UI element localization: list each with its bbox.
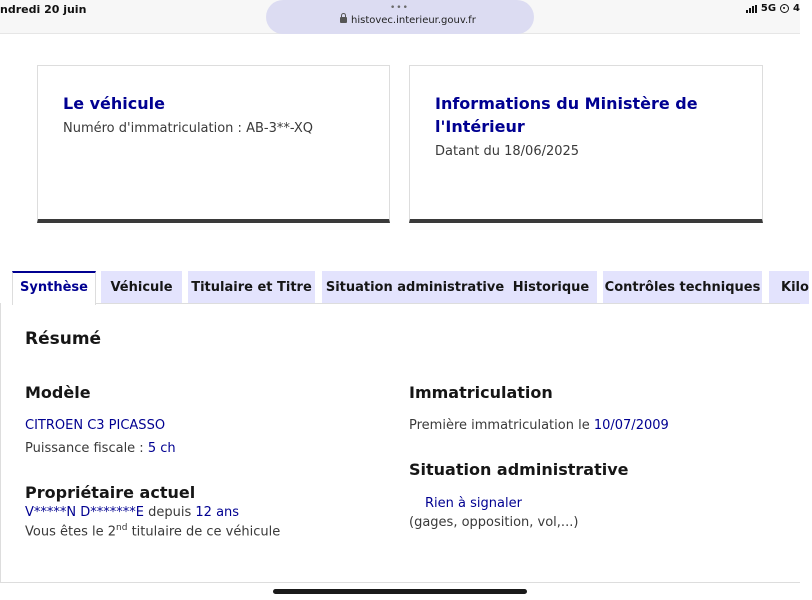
model-name: CITROEN C3 PICASSO (25, 418, 166, 433)
ministry-card (409, 65, 763, 223)
owner-line (25, 505, 239, 520)
holder-rank-sup: nd (116, 523, 128, 533)
owner-since-label: depuis (148, 505, 192, 520)
model-heading: Modèle (25, 383, 91, 402)
owner-since-value: 12 ans (195, 505, 240, 520)
registration-heading: Immatriculation (409, 383, 553, 402)
holder-rank: 2 (107, 524, 117, 540)
signal-icon (746, 5, 757, 13)
holder-prefix: Vous êtes le (25, 524, 104, 540)
holder-suffix: titulaire de ce véhicule (131, 524, 281, 540)
first-registration-label: Première immatriculation le (409, 418, 590, 433)
tab-controles-techniques[interactable]: Contrôles techniques (603, 271, 762, 304)
location-icon (780, 4, 789, 13)
status-indicators (746, 3, 800, 14)
fiscal-power-label: Puissance fiscale : (25, 441, 144, 456)
tab-bar (12, 271, 812, 305)
tab-situation-administrative[interactable]: Situation administrative (322, 271, 508, 304)
admin-status: Rien à signaler (425, 496, 522, 511)
fiscal-power-value: 5 ch (147, 441, 176, 456)
lock-icon (340, 17, 347, 23)
url-text[interactable] (340, 15, 476, 26)
admin-heading: Situation administrative (409, 460, 629, 479)
first-registration (409, 418, 669, 433)
vehicle-card-title: Le véhicule (63, 94, 165, 113)
battery-label: 4 (793, 3, 800, 14)
owner-heading: Propriétaire actuel (25, 483, 196, 502)
admin-detail: (gages, opposition, vol,...) (409, 515, 579, 530)
tab-historique[interactable]: Historique (505, 271, 597, 304)
owner-name: V*****N D*******E (25, 505, 144, 520)
url-label: histovec.interieur.gouv.fr (351, 15, 476, 26)
tab-vehicule[interactable]: Véhicule (101, 271, 182, 304)
tab-menu-dots-icon[interactable]: ••• (390, 3, 409, 13)
status-date: ndredi 20 juin (0, 3, 87, 16)
summary-heading: Résumé (25, 329, 102, 349)
network-label: 5G (760, 3, 777, 14)
ministry-card-title: Informations du Ministère de l'Intérieur (435, 94, 698, 136)
plate-number: Numéro d'immatriculation : AB-3**-XQ (63, 121, 314, 136)
first-registration-date: 10/07/2009 (593, 418, 669, 433)
vehicle-card (37, 65, 390, 223)
tab-synthese[interactable]: Synthèse (12, 271, 96, 305)
holder-rank-line (25, 523, 280, 539)
data-date: Datant du 18/06/2025 (435, 144, 580, 159)
tab-kilometrage[interactable]: Kilo (769, 271, 809, 304)
status-bar (0, 0, 800, 34)
tab-titulaire[interactable]: Titulaire et Titre (188, 271, 315, 304)
panel-top-border (96, 303, 800, 304)
fiscal-power (25, 441, 176, 456)
home-indicator[interactable] (273, 589, 527, 594)
